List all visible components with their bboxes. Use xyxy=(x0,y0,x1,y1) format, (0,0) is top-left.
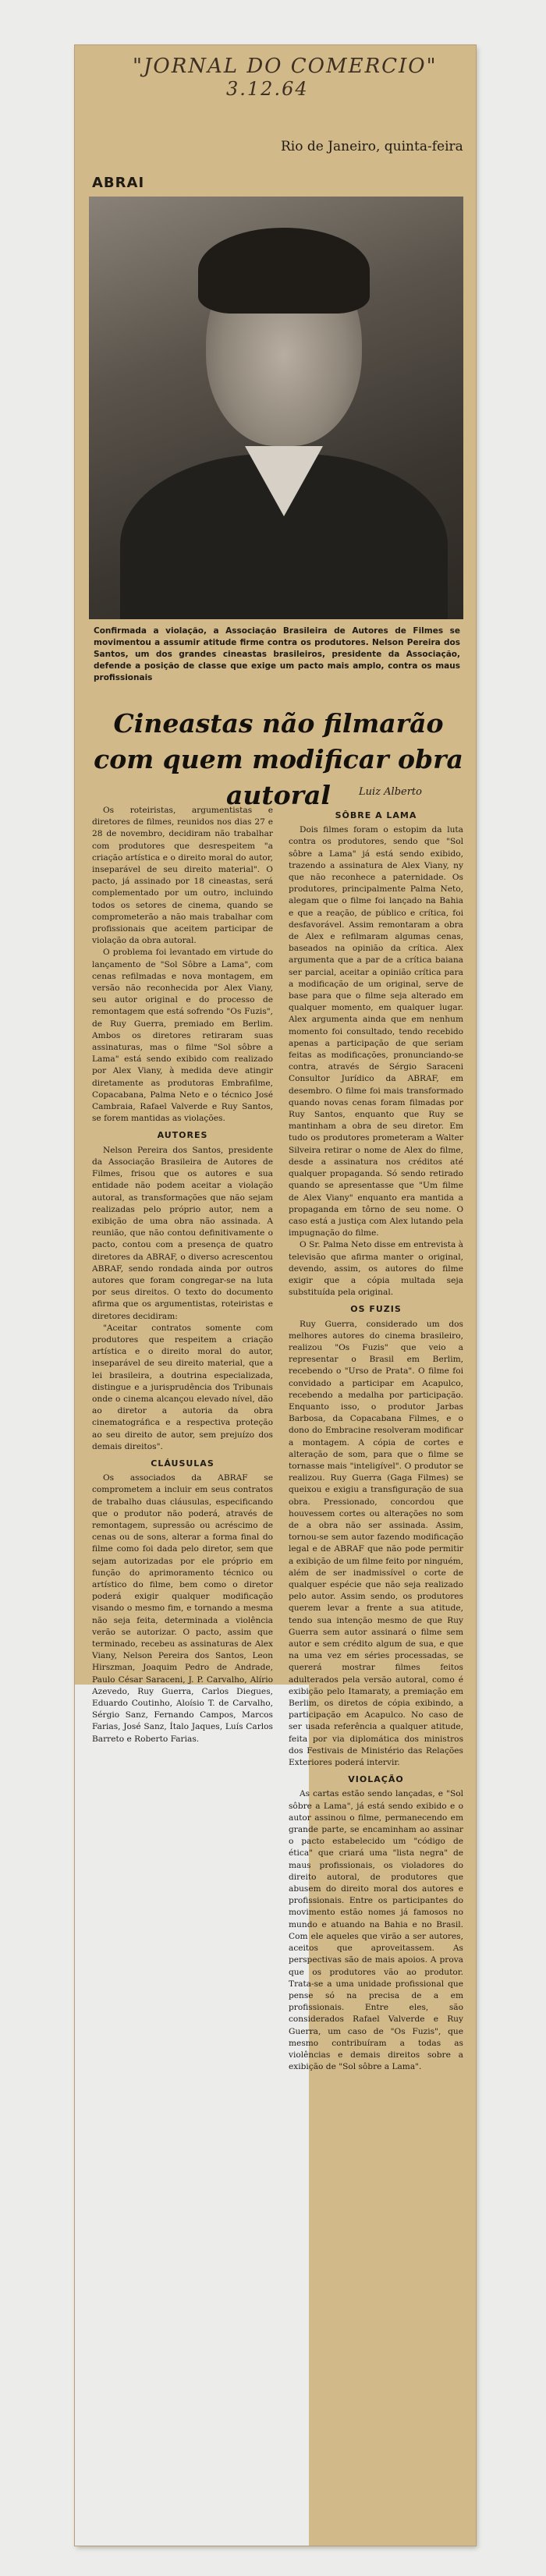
paragraph: Ruy Guerra, considerado um dos melhores autores do cinema brasileiro, realizou "Os Fuzis" que veio a representar o Brasil em Berlim, recebendo o "Urso de Prata". O filme foi convidado a participar em Acapulco, recebendo a medalha por participação. Enquanto isso, o produtor Jarbas Barbosa, da Copacabana Filmes, e o dono do Embracine resolveram modificar a montagem. A cópia de cortes e alteração de som, para que o filme se tornasse mais "inteligível". O produtor se realizou. Ruy Guerra (Gaga Filmes) se queixou e exigiu a transfiguração de sua obra. Pressionado, concordou que houvessem cortes ou alterações no som de a obra não ser assinada. Assim, tornou-se sem autor fazendo modificação legal e de ABRAF que não pode permitir a exibição de um filme feito por ninguém, além de ser inadmissível o corte de qualquer espécie que não seja realizado pelo autor. Assim sendo, os produtores querem levar a frente a sua atitude, tendo sua intenção mesmo de que Ruy Guerra sem autor assinará o filme sem autor e sem crédito algum de sua, e que na uma vez em séries processadas, se quererá mostrar filmes feitos adulterados pela versão autoral, como é exibição pelo Itamaraty, a premiação em Berlim, os diretos de cópia exibindo, a participação em Acapulco. No caso de ser usada referência a qualquer atitude, feita por via diplomática dos ministros dos Festivais de Ministério das Relações Exteriores poderá intervir. xyxy=(289,1319,463,1768)
subheading-os-fuzis: OS FUZIS xyxy=(350,1304,402,1315)
photo-caption: Confirmada a violação, a Associação Brasileira de Autores de Filmes se movimentou a assumir atitude firme contra os produtores. Nelson Pereira dos Santos, um dos grandes cineastas brasileiros, presidente da Associação, defende a posição de classe que exige um pacto mais amplo, contra os maus profissionais xyxy=(94,626,460,682)
paragraph: Os associados da ABRAF se comprometem a incluir em seus contratos de trabalho duas cláusulas, especificando que o produtor não poderá, através de remontagem, supressão ou acréscimo de cenas ou de sons, alterar a forma final do filme como foi dada pelo diretor, sem que sejam autorizadas por ele próprio em função do aprimoramento técnico ou artístico do filme, bem como o diretor poderá exigir qualquer modificação visando o mesmo fim, e tornando a mesma não seja feita, determinada a violência verão se autorizar. O pacto, assim que terminado, recebeu as assinaturas de Alex Viany, Nelson Pereira dos Santos, Leon Hirszman, Joaquim Pedro de Andrade, Paulo César Saraceni, J. P. Carvalho, Alírio Azevedo, Ruy Guerra, Carlos Diegues, Eduardo Coutinho, Aloísio T. de Carvalho, Sérgio Sanz, Fernando Campos, Marcos Farias, José Sanz, Ítalo Jaques, Luís Carlos Barreto e Roberto Farias. xyxy=(92,1473,273,1744)
article-column-right xyxy=(289,805,463,2073)
subheading-violacao: VIOLAÇÃO xyxy=(348,1774,404,1785)
paragraph: O problema foi levantado em virtude do lançamento de "Sol Sôbre a Lama", com cenas refilmadas e nova montagem, em versão não reconhecida por Alex Viany, seu autor original e do processo de remontagem que está sofrendo "Os Fuzis", de Ruy Guerra, premiado em Berlim. Ambos os diretores retiraram suas assinaturas, mas o filme "Sol sôbre a Lama" está sendo exibido com realizado por Alex Viany, à medida deve atingir diretamente as produtoras Embrafilme, Copacabana, Palma Neto e o técnico José Cambraia, Rafael Valverde e Ruy Santos, se forem mantidas as violações. xyxy=(92,948,273,1124)
paragraph: "Aceitar contratos somente com produtores que respeitem a criação artística e o direito moral do autor, inseparável de seu direito material, que a lei brasileira, a doutrina especializada, distingue e a jurisprudência dos Tribunais onde o cinema alcançou elevado nível, dão ao diretor a autoria da obra cinematográfica e a respectiva proteção ao seu direito de autor, sem prejuízo dos demais direitos". xyxy=(92,1323,273,1451)
paragraph: As cartas estão sendo lançadas, e "Sol sôbre a Lama", já está sendo exibido e o autor assinou o filme, permanecendo em grande parte, se encaminham ao assinar o pacto estabelecido um "código de ética" que criará uma "lista negra" de maus profissionais, os violadores do direito autoral, de produtores que abusem do direito moral dos autores e profissionais. Entre os participantes do movimento estão nomes já famosos no mundo e atuando na Bahia e no Brasil. Com ele aqueles que virão a ser autores, aceitos que aproveitassem. As perspectivas são de mais apoios. A prova que os produtores vão ao produtor. Trata-se a uma unidade profissional que pense só na precisa de a em profissionais. Entre eles, são considerados Rafael Valverde e Ruy Guerra, um caso de "Os Fuzis", que mesmo contribuíram a todas as violências e demais direitos sobre a exibição de "Sol sôbre a Lama". xyxy=(289,1789,463,2072)
paragraph: O Sr. Palma Neto disse em entrevista à televisão que afirma manter o original, devendo, assim, os autores do filme exigir que a cópia multada seja substituída pela original. xyxy=(289,1240,463,1298)
photo-hair-shape xyxy=(198,228,370,314)
article-headline: Cineastas não filmarão com quem modificar obra autoral xyxy=(94,708,463,810)
handwritten-annotation xyxy=(133,55,460,100)
background-gap xyxy=(75,1685,309,2546)
subheading-clausulas: CLÁUSULAS xyxy=(151,1458,214,1469)
paragraph: Os roteiristas, argumentistas e diretores de filmes, reunidos nos dias 27 e 28 de novembro, decidiram não trabalhar com produtores que desrespeitem "a criação artística e o direito moral do autor, inseparável de seu direito material". O pacto, já assinado por 18 cineastas, será complementado por um outro, incluindo todos os setores de cinema, quando se comprometerão a não mais trabalhar com profissionais que aceitem participar de violação da obra autoral. xyxy=(92,806,273,946)
article-byline: Luiz Alberto xyxy=(359,786,422,798)
section-label: ABRAI xyxy=(92,175,145,191)
article-column-left xyxy=(92,805,273,1745)
dateline: Rio de Janeiro, quinta-feira xyxy=(281,139,463,154)
portrait-photo xyxy=(89,197,463,619)
subheading-autores: AUTORES xyxy=(157,1130,208,1141)
paragraph: Dois filmes foram o estopim da luta contra os produtores, sendo que "Sol sôbre a Lama" já está sendo exibido, trazendo a assinatura de Alex Viany, ny que não reconhece a paternidade. Os produtores, principalmente Palma Neto, alegam que o filme foi lançado na Bahia e que a reação, de público e crítica, foi desfavorável. Assim remontaram a obra de Alex e refilmaram algumas cenas, baseados na opinião da crítica. Alex argumenta que a par de a crítica baiana ser parcial, aceitar a opinião crítica para a modificação de um original, serve de base para que o filme seja alterado em qualquer momento, em qualquer lugar. Alex argumenta ainda que em nenhum momento foi consultado, tendo recebido apenas a participação de que seriam feitas as modificações, pronunciando-se contra, através de Sérgio Saraceni Consultor Jurídico da ABRAF, em desembro. O filme foi mais transformado quando novas cenas foram filmadas por Ruy Santos, enquanto que Ruy se mantinham a obra de seu diretor. Em tudo os produtores prometeram a Walter Silveira retirar o nome de Alex do filme, desde a assinatura nos créditos até qualquer propaganda. Só sendo retirado quando se apresentasse que "Um filme de Alex Viany" enquanto era mantida a propaganda em tôrno de seu nome. O caso está a justiça com Alex lutando pela impugnação do filme. xyxy=(289,825,463,1238)
handwritten-date: 3.12.64 xyxy=(226,78,309,100)
handwritten-source: "JORNAL DO COMERCIO" xyxy=(133,55,438,78)
subheading-sobre-a-lama: SÔBRE A LAMA xyxy=(335,810,417,820)
paragraph: Nelson Pereira dos Santos, presidente da Associação Brasileira de Autores de Filmes, frisou que os autores e sua entidade não podem aceitar a violação autoral, as transformações que não sejam realizadas pelo próprio autor, nem a exibição de uma obra não assinada. A reunião, que não contou definitivamente o pacto, contou com a presença de quatro diretores da ABRAF, o diverso acrescentou ABRAF, sendo rondada ainda por outros autores que foram congregar-se na luta por seus direitos. O texto do documento afirma que os argumentistas, roteiristas e diretores decidiram: xyxy=(92,1145,273,1321)
